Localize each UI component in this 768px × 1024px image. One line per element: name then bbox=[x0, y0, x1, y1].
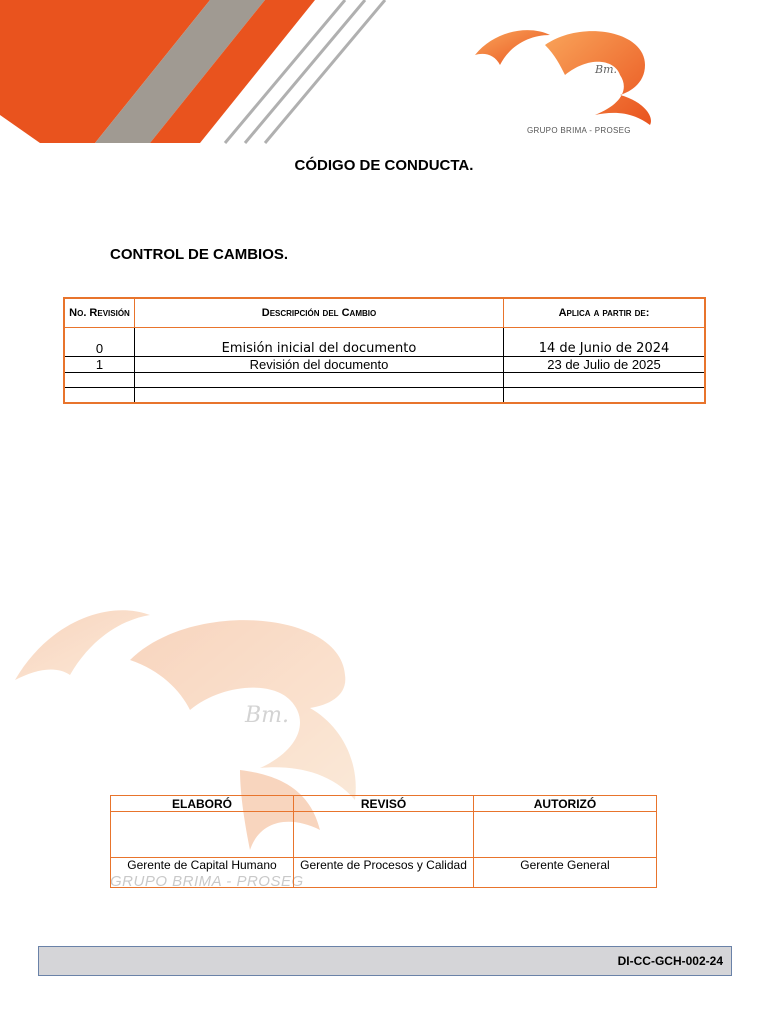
section-title: CONTROL DE CAMBIOS. bbox=[110, 246, 289, 263]
table-row bbox=[64, 328, 705, 357]
effective-date: 23 de Julio de 2025 bbox=[504, 357, 706, 373]
revision-number: 1 bbox=[64, 357, 135, 373]
table-row-empty bbox=[64, 373, 705, 388]
signature-field bbox=[474, 812, 657, 858]
role-reviewed-by: Gerente de Procesos y Calidad bbox=[294, 858, 474, 888]
watermark-caption: GRUPO BRIMA - PROSEG bbox=[110, 873, 304, 890]
table-row bbox=[64, 357, 705, 373]
header-authorized-by: AUTORIZÓ bbox=[474, 796, 657, 812]
logo-mark-text: Bm. bbox=[595, 63, 618, 76]
company-logo bbox=[470, 20, 670, 140]
signatures-header-row bbox=[111, 796, 657, 812]
effective-date: 14 de Junio de 2024 bbox=[504, 328, 706, 357]
column-header-effective-date: Aplica a partir de: bbox=[504, 298, 706, 328]
column-header-description: Descripción del Cambio bbox=[135, 298, 504, 328]
logo-caption: GRUPO BRIMA - PROSEG bbox=[527, 126, 631, 135]
footer-bar bbox=[38, 946, 732, 976]
signature-field bbox=[111, 812, 294, 858]
change-description: Emisión inicial del documento bbox=[135, 328, 504, 357]
table-row-empty bbox=[64, 388, 705, 404]
role-authorized-by: Gerente General bbox=[474, 858, 657, 888]
role-prepared-by: Gerente de Capital Humano bbox=[111, 858, 294, 888]
change-description: Revisión del documento bbox=[135, 357, 504, 373]
column-header-revision: No. Revisión bbox=[64, 298, 135, 328]
header-prepared-by: ELABORÓ bbox=[111, 796, 294, 812]
signatures-table bbox=[110, 795, 657, 888]
signature-field bbox=[294, 812, 474, 858]
document-code: DI-CC-GCH-002-24 bbox=[617, 954, 723, 968]
table-header-row bbox=[64, 298, 705, 328]
header-corner-graphic bbox=[0, 0, 400, 150]
change-control-table bbox=[63, 297, 706, 404]
revision-number: 0 bbox=[64, 328, 135, 357]
signature-space-row bbox=[111, 812, 657, 858]
header-reviewed-by: REVISÓ bbox=[294, 796, 474, 812]
watermark-mark-text: Bm. bbox=[245, 703, 290, 728]
roles-row bbox=[111, 858, 657, 888]
document-title: CÓDIGO DE CONDUCTA. bbox=[294, 157, 474, 174]
